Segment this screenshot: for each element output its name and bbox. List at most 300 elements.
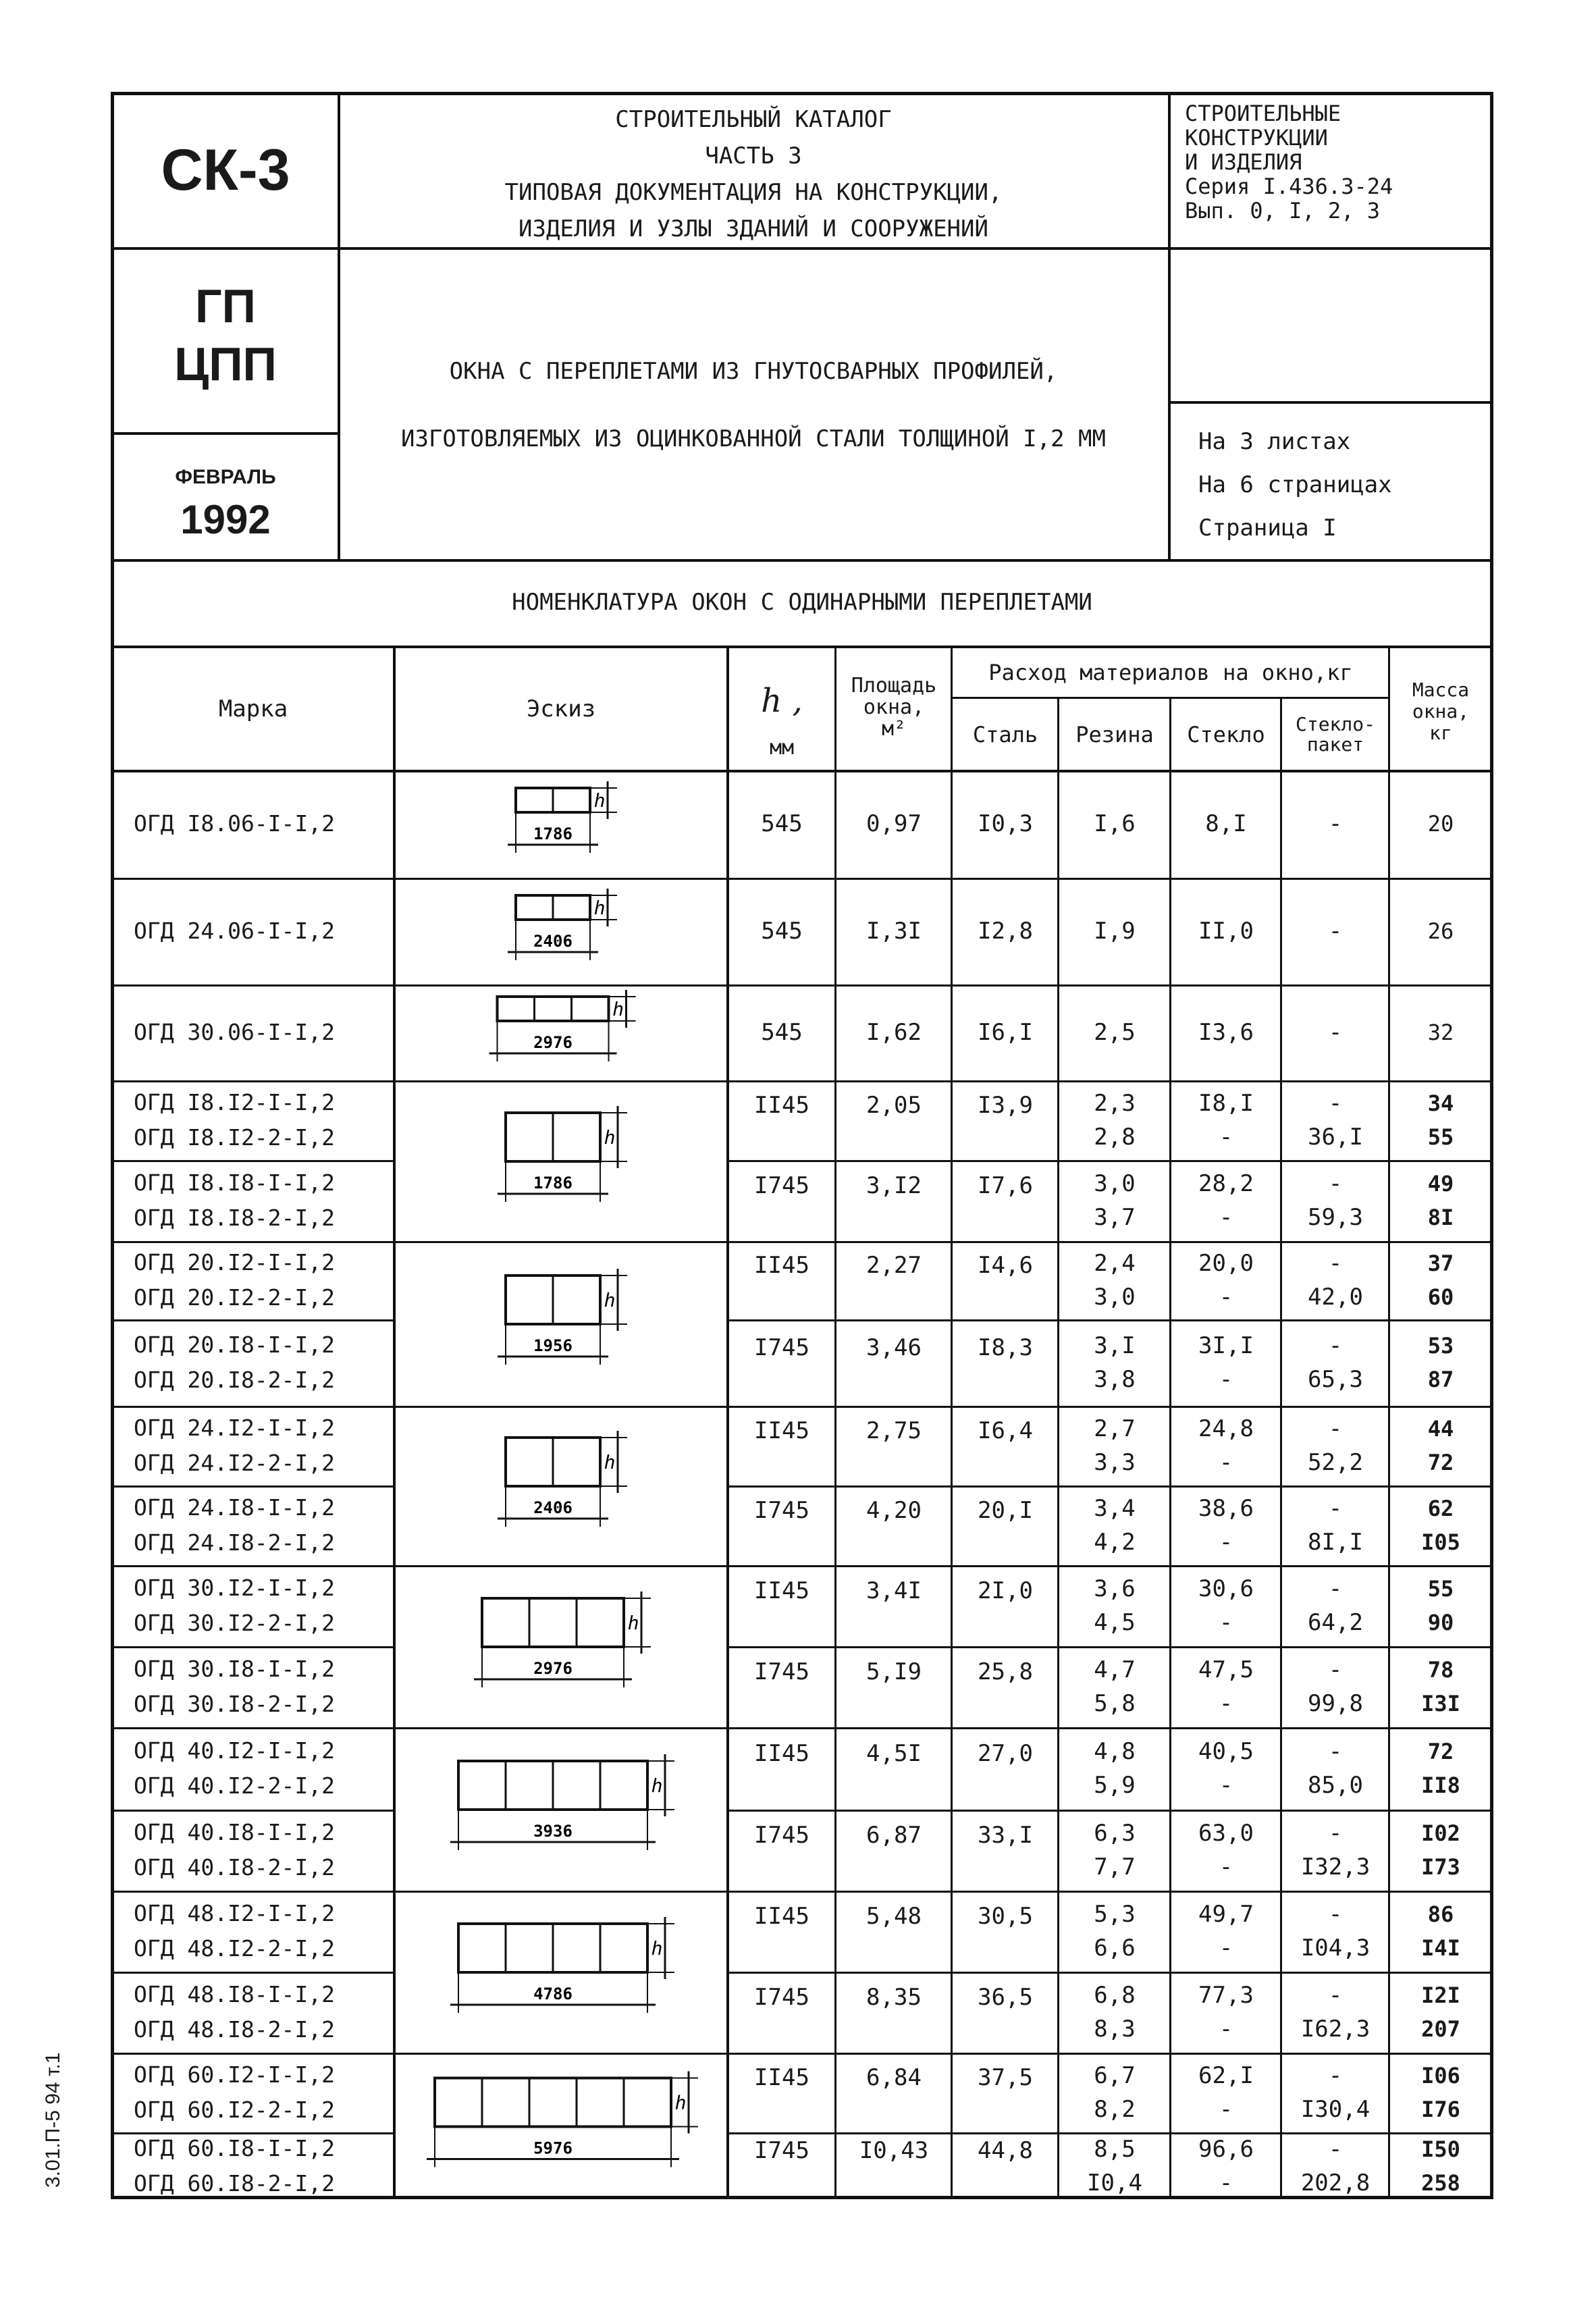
mass-cell-value: 90 [1427, 1610, 1454, 1635]
mass-cell-value: I76 [1421, 2097, 1460, 2122]
glass-pack-cell-value: I04,3 [1300, 1935, 1371, 1962]
glass-pack-cell [1283, 1319, 1388, 1406]
mass-cell-value: I05 [1421, 1529, 1460, 1555]
header-h-unit: мм [769, 736, 795, 760]
steel-cell: 33,I [978, 1821, 1033, 1849]
window-frame [435, 2078, 671, 2127]
rubber-cell-value: 3,I [1094, 1332, 1136, 1359]
divider [111, 559, 1493, 562]
glass-pack-cell-value: - [1328, 1170, 1343, 1197]
height-label: h [593, 789, 606, 812]
window-mark: ОГД 30.I2-I-I,2 [134, 1575, 336, 1601]
window-frame [498, 997, 609, 1021]
glass-pack-cell-value: - [1328, 1575, 1343, 1602]
glass-cell [1172, 1891, 1280, 1972]
mass-cell-value: 55 [1427, 1124, 1454, 1150]
row-line [393, 1727, 728, 1729]
window-mark: ОГД I8.I8-I-I,2 [134, 1169, 336, 1196]
window-mark: ОГД 24.I2-2-I,2 [134, 1450, 336, 1476]
window-mark: ОГД 30.I8-I-I,2 [134, 1656, 336, 1682]
glass-cell [1172, 1406, 1280, 1485]
row-line [393, 1891, 728, 1893]
row-line [111, 1160, 394, 1162]
glass-pack-cell-value: 42,0 [1308, 1284, 1363, 1311]
glass-cell-value: II,0 [1198, 918, 1254, 945]
glass-cell-value: 96,6 [1198, 2135, 1254, 2163]
glass-cell-value: - [1219, 1609, 1233, 1636]
header-mass-line: Масса [1412, 679, 1470, 701]
divider [338, 92, 340, 561]
area-cell: 2,05 [866, 1091, 922, 1119]
glass-pack-cell [1283, 1485, 1388, 1565]
mass-cell [1391, 984, 1491, 1080]
mass-cell-value: 49 [1427, 1171, 1454, 1197]
window-sketch [397, 1083, 721, 1238]
glass-cell [1172, 1160, 1280, 1241]
window-mark: ОГД 40.I2-2-I,2 [134, 1772, 336, 1799]
header-glass-pack-line: пакет [1306, 733, 1364, 756]
header-glass: Стекло [1187, 722, 1265, 747]
mark-cell [134, 1411, 335, 1481]
window-mark: ОГД 30.06-I-I,2 [134, 1019, 336, 1045]
height-label: h [674, 2091, 687, 2114]
h-cell: 545 [761, 1018, 803, 1046]
area-cell: 4,5I [866, 1739, 922, 1767]
window-mark: ОГД 40.I2-I-I,2 [134, 1737, 336, 1764]
mass-cell-value: 258 [1421, 2170, 1460, 2196]
header-area-line: окна, [863, 695, 925, 719]
window-mark: ОГД 20.I2-I-I,2 [134, 1249, 336, 1276]
mass-cell [1391, 1891, 1491, 1972]
rubber-cell-value: 6,8 [1094, 1982, 1136, 2009]
window-mark: ОГД 48.I8-I-I,2 [134, 1981, 336, 2007]
rubber-cell-value: 6,3 [1094, 1820, 1136, 1847]
mass-cell-value: 8I [1427, 1205, 1454, 1230]
glass-cell [1172, 1485, 1280, 1565]
glass-pack-cell-value: - [1328, 1656, 1343, 1683]
glass-pack-cell-value: - [1328, 1495, 1343, 1522]
header-consumption: Расход материалов на окно,кг [988, 660, 1353, 685]
month: ФЕВРАЛЬ [175, 466, 276, 488]
row-line [111, 878, 394, 880]
row-line [111, 1972, 394, 1974]
divider [111, 247, 1493, 250]
mass-cell-value: I50 [1421, 2136, 1460, 2162]
glass-pack-cell [1283, 2053, 1388, 2132]
glass-cell-value: - [1219, 1124, 1233, 1151]
glass-pack-cell-value: - [1328, 1738, 1343, 1765]
glass-pack-cell-value: - [1328, 2062, 1343, 2089]
mass-cell-value: I3I [1421, 1691, 1460, 1716]
mark-cell [134, 1327, 335, 1398]
rubber-cell-value: 3,0 [1094, 1284, 1136, 1311]
rubber-cell-value: I,6 [1094, 810, 1136, 837]
glass-cell-value: 63,0 [1198, 1820, 1254, 1847]
rubber-cell-value: 4,2 [1094, 1529, 1136, 1556]
glass-cell [1172, 1727, 1280, 1810]
header-sketch: Эскиз [526, 695, 596, 722]
window-mark: ОГД 20.I8-I-I,2 [134, 1332, 336, 1358]
glass-pack-cell-value: I62,3 [1300, 2016, 1371, 2043]
width-dimension-label: 3936 [533, 1822, 573, 1841]
h-cell: I745 [754, 1821, 809, 1849]
glass-cell [1172, 984, 1280, 1080]
glass-cell-value: - [1219, 2096, 1233, 2123]
header-glass-pack [1283, 714, 1388, 755]
mass-cell-value: 78 [1427, 1657, 1454, 1683]
window-sketch [397, 1730, 721, 1888]
glass-pack-cell-value: 36,I [1308, 1124, 1363, 1151]
row-line [393, 984, 728, 987]
mark-cell [134, 1571, 335, 1641]
window-mark: ОГД 20.I2-2-I,2 [134, 1284, 336, 1311]
height-label: h [604, 1451, 616, 1473]
rubber-cell [1060, 1406, 1169, 1485]
glass-pack-cell [1283, 1406, 1388, 1485]
column-line [1280, 698, 1282, 2199]
rubber-cell [1060, 1565, 1169, 1646]
row-line [111, 1485, 394, 1488]
glass-cell-value: 3I,I [1198, 1332, 1254, 1359]
mass-cell-value: I06 [1421, 2063, 1460, 2088]
window-mark: ОГД 24.06-I-I,2 [134, 918, 336, 944]
glass-cell [1172, 770, 1280, 878]
mass-cell [1391, 1727, 1491, 1810]
mass-cell-value: 34 [1427, 1090, 1454, 1116]
header-mark: Марка [218, 695, 288, 722]
mass-cell-value: 87 [1427, 1367, 1454, 1392]
rubber-cell [1060, 1080, 1169, 1160]
window-mark: ОГД I8.06-I-I,2 [134, 810, 336, 837]
glass-pack-cell-value: - [1328, 1250, 1343, 1277]
doc-code: СК-3 [161, 138, 290, 203]
rubber-cell-value: 4,5 [1094, 1609, 1136, 1636]
glass-pack-cell-value: - [1328, 810, 1343, 837]
glass-cell-value: - [1219, 1449, 1233, 1476]
glass-cell-value: - [1219, 2016, 1233, 2043]
mass-cell-value: 72 [1427, 1739, 1454, 1764]
pages-count: На 6 страницах [1198, 471, 1392, 498]
glass-pack-cell-value: 64,2 [1308, 1609, 1363, 1636]
rubber-cell-value: 4,8 [1094, 1738, 1136, 1765]
glass-cell [1172, 1565, 1280, 1646]
h-cell: II45 [754, 1251, 809, 1279]
glass-pack-cell-value: 59,3 [1308, 1204, 1363, 1231]
rubber-cell-value: 5,8 [1094, 1690, 1136, 1717]
header-area [837, 675, 951, 740]
glass-cell-value: 28,2 [1198, 1170, 1254, 1197]
glass-pack-cell-value: 99,8 [1308, 1690, 1363, 1717]
mark-cell [134, 806, 335, 841]
rubber-cell-value: 2,8 [1094, 1124, 1136, 1151]
row-line [393, 1406, 728, 1408]
glass-pack-cell-value: - [1328, 1982, 1343, 2009]
steel-cell: I6,I [978, 1018, 1033, 1046]
mark-cell [134, 2057, 335, 2128]
rubber-cell [1060, 2053, 1169, 2132]
rubber-cell-value: 2,4 [1094, 1250, 1136, 1277]
mass-cell [1391, 1319, 1491, 1406]
area-cell: 5,48 [866, 1902, 922, 1930]
rubber-cell-value: 7,7 [1094, 1853, 1136, 1881]
h-cell: I745 [754, 1172, 809, 1199]
catalog-line: ЧАСТЬ 3 [705, 142, 802, 169]
row-line [111, 1810, 394, 1812]
glass-cell-value: - [1219, 1366, 1233, 1393]
mass-cell-value: I4I [1421, 1935, 1460, 1961]
area-cell: 2,27 [866, 1251, 922, 1279]
column-line [1169, 698, 1171, 2199]
glass-pack-cell-value: - [1328, 1820, 1343, 1847]
mark-cell [134, 1490, 335, 1560]
h-cell: II45 [754, 1417, 809, 1444]
window-mark: ОГД 60.I2-2-I,2 [134, 2097, 336, 2123]
area-cell: 0,97 [866, 810, 922, 837]
mark-cell [134, 1165, 335, 1236]
window-sketch [397, 1244, 721, 1403]
width-dimension-label: 4786 [533, 1984, 573, 2003]
mass-cell-value: 72 [1427, 1450, 1454, 1475]
rubber-cell-value: I0,4 [1087, 2169, 1142, 2197]
height-label: h [604, 1289, 616, 1311]
mass-cell-value: 32 [1427, 1020, 1454, 1045]
glass-cell-value: I3,6 [1198, 1019, 1254, 1046]
mass-cell-value: 26 [1427, 918, 1454, 944]
mass-cell-value: I73 [1421, 1854, 1460, 1880]
height-label: h [604, 1126, 616, 1149]
mark-cell [134, 1245, 335, 1315]
window-mark: ОГД 40.I8-I-I,2 [134, 1819, 336, 1845]
glass-cell [1172, 1810, 1280, 1891]
glass-pack-cell [1283, 1727, 1388, 1810]
rubber-cell [1060, 1646, 1169, 1727]
area-cell: 8,35 [866, 1983, 922, 2011]
side-stamp: 3.01.П-5 94 т.1 [42, 2052, 64, 2188]
mass-cell [1391, 2132, 1491, 2199]
header-glass-pack-line: Стекло- [1295, 713, 1375, 735]
row-line [393, 878, 728, 880]
window-mark: ОГД 60.I8-2-I,2 [134, 2170, 336, 2197]
mass-cell-value: 60 [1427, 1284, 1454, 1310]
glass-pack-cell-value: - [1328, 1019, 1343, 1046]
mark-cell [134, 1896, 335, 1966]
height-label: h [627, 1612, 639, 1634]
glass-cell-value: - [1219, 1284, 1233, 1311]
mass-cell-value: II8 [1421, 1772, 1460, 1798]
glass-pack-cell-value: 85,0 [1308, 1772, 1363, 1799]
rubber-cell [1060, 770, 1169, 878]
steel-cell: 44,8 [978, 2137, 1033, 2165]
window-mark: ОГД 60.I8-I-I,2 [134, 2134, 336, 2161]
width-dimension-label: 1786 [533, 824, 573, 843]
glass-cell-value: I8,I [1198, 1090, 1254, 1117]
doc-title-line2: ИЗГОТОВЛЯЕМЫХ ИЗ ОЦИНКОВАННОЙ СТАЛИ ТОЛЩИНОЙ I,2 ММ [401, 425, 1106, 452]
rubber-cell [1060, 1241, 1169, 1319]
rubber-cell-value: 2,5 [1094, 1019, 1136, 1046]
row-line [111, 1891, 394, 1893]
glass-cell [1172, 2053, 1280, 2132]
mass-cell [1391, 1080, 1491, 1160]
glass-pack-cell-value: - [1328, 1415, 1343, 1442]
window-mark: ОГД 48.I2-I-I,2 [134, 1900, 336, 1926]
rubber-cell-value: 4,7 [1094, 1656, 1136, 1683]
steel-cell: 36,5 [978, 1983, 1033, 2011]
area-cell: 6,87 [866, 1821, 922, 1849]
rubber-cell-value: 3,8 [1094, 1366, 1136, 1393]
rubber-cell-value: 8,3 [1094, 2016, 1136, 2043]
glass-pack-cell-value: 8I,I [1308, 1529, 1363, 1556]
h-cell: II45 [754, 1091, 809, 1119]
window-frame [482, 1598, 624, 1647]
width-dimension-label: 5976 [533, 2138, 573, 2158]
catalog-line: СТРОИТЕЛЬНЫЙ КАТАЛОГ [615, 106, 892, 133]
glass-pack-cell [1283, 1080, 1388, 1160]
mass-cell-value: 44 [1427, 1416, 1454, 1442]
h-cell: II45 [754, 2063, 809, 2091]
mass-cell-value: 207 [1421, 2016, 1460, 2042]
width-dimension-label: 2406 [533, 932, 573, 951]
height-label: h [651, 1774, 663, 1797]
window-sketch [397, 987, 721, 1078]
header-mass-line: окна, [1412, 700, 1470, 722]
series-line: СТРОИТЕЛЬНЫЕ [1185, 101, 1341, 126]
h-cell: I745 [754, 1334, 809, 1361]
rubber-cell-value: 3,0 [1094, 1170, 1136, 1197]
mark-cell [134, 1652, 335, 1722]
glass-pack-cell [1283, 1646, 1388, 1727]
area-cell: 3,46 [866, 1334, 922, 1361]
rubber-cell [1060, 1810, 1169, 1891]
area-cell: 2,75 [866, 1417, 922, 1444]
steel-cell: I8,3 [978, 1334, 1033, 1361]
width-dimension-label: 1956 [533, 1336, 573, 1355]
page-number: Страница I [1198, 515, 1337, 542]
glass-pack-cell-value: 65,3 [1308, 1366, 1363, 1393]
glass-pack-cell-value: I30,4 [1300, 2096, 1371, 2123]
glass-cell-value: - [1219, 1772, 1233, 1799]
glass-pack-cell-value: I32,3 [1300, 1853, 1371, 1881]
series-line: И ИЗДЕЛИЯ [1185, 149, 1302, 175]
h-cell: II45 [754, 1739, 809, 1767]
catalog-title [341, 101, 1166, 247]
steel-cell: 25,8 [978, 1658, 1033, 1685]
row-line [111, 984, 394, 987]
glass-pack-cell-value: - [1328, 1090, 1343, 1117]
row-line [111, 1406, 394, 1408]
org-line: ГП [195, 280, 256, 332]
glass-cell-value: 77,3 [1198, 1982, 1254, 2009]
row-line [111, 1727, 394, 1729]
window-mark: ОГД 30.I8-2-I,2 [134, 1691, 336, 1717]
row-line [111, 2053, 394, 2055]
h-cell: I745 [754, 1496, 809, 1524]
series-number: Серия I.436.3-24 [1185, 174, 1393, 199]
glass-cell-value: 8,I [1205, 810, 1247, 837]
rubber-cell-value: 2,3 [1094, 1090, 1136, 1117]
rubber-cell-value: 5,3 [1094, 1901, 1136, 1928]
glass-pack-cell [1283, 1241, 1388, 1319]
steel-cell: 2I,0 [978, 1577, 1033, 1604]
rubber-cell-value: 8,5 [1094, 2135, 1136, 2163]
height-label: h [612, 998, 624, 1020]
row-line [393, 2053, 728, 2055]
header-rubber: Резина [1075, 722, 1154, 747]
width-dimension-label: 1786 [533, 1174, 573, 1192]
glass-pack-cell [1283, 2132, 1388, 2199]
steel-cell: I2,8 [978, 917, 1033, 945]
header-area-line: Площадь [851, 674, 937, 698]
rubber-cell-value: I,9 [1094, 918, 1136, 945]
glass-cell-value: 30,6 [1198, 1575, 1254, 1602]
series-info [1185, 101, 1489, 223]
glass-pack-cell-value: 52,2 [1308, 1449, 1363, 1476]
mass-cell [1391, 2053, 1491, 2132]
window-sketch [397, 1893, 721, 2050]
h-cell: II45 [754, 1577, 809, 1604]
window-mark: ОГД 24.I8-2-I,2 [134, 1529, 336, 1556]
h-cell: I745 [754, 1983, 809, 2011]
row-line [111, 1565, 394, 1567]
divider [951, 697, 1389, 699]
rubber-cell-value: 2,7 [1094, 1415, 1136, 1442]
window-sketch [397, 772, 721, 875]
rubber-cell [1060, 1727, 1169, 1810]
glass-cell-value: - [1219, 1853, 1233, 1881]
glass-pack-cell-value: 202,8 [1300, 2169, 1371, 2197]
mark-cell [134, 1815, 335, 1885]
area-cell: 3,I2 [866, 1172, 922, 1199]
header-area-unit: м² [881, 717, 907, 741]
area-cell: 3,4I [866, 1577, 922, 1604]
steel-cell: I4,6 [978, 1251, 1033, 1279]
glass-pack-cell [1283, 1972, 1388, 2053]
glass-cell [1172, 1972, 1280, 2053]
glass-cell [1172, 2132, 1280, 2199]
rubber-cell-value: 6,6 [1094, 1935, 1136, 1962]
steel-cell: I0,3 [978, 810, 1033, 837]
window-sketch [397, 1409, 721, 1562]
window-mark: ОГД 48.I8-2-I,2 [134, 2016, 336, 2043]
mass-cell-value: 53 [1427, 1333, 1454, 1359]
glass-cell [1172, 1646, 1280, 1727]
mass-cell-value: 37 [1427, 1251, 1454, 1276]
h-cell: 545 [761, 917, 803, 945]
window-mark: ОГД I8.I2-2-I,2 [134, 1124, 336, 1151]
h-cell: II45 [754, 1902, 809, 1930]
rubber-cell-value: 3,6 [1094, 1575, 1136, 1602]
window-sketch [397, 1568, 721, 1725]
section-title: НОМЕНКЛАТУРА ОКОН С ОДИНАРНЫМИ ПЕРЕПЛЕТАМИ [512, 589, 1092, 616]
glass-cell-value: - [1219, 1529, 1233, 1556]
row-line [111, 1646, 394, 1648]
glass-cell-value: - [1219, 1204, 1233, 1231]
glass-cell [1172, 878, 1280, 984]
row-line [111, 1241, 394, 1243]
mass-cell-value: 20 [1427, 811, 1454, 837]
header-h: h , [761, 682, 803, 720]
divider [111, 432, 339, 435]
row-line [393, 1241, 728, 1243]
height-label: h [651, 1937, 663, 1960]
h-cell: I745 [754, 1658, 809, 1685]
header-mass [1391, 679, 1491, 744]
glass-pack-cell [1283, 1891, 1388, 1972]
rubber-cell [1060, 984, 1169, 1080]
window-mark: ОГД 20.I8-2-I,2 [134, 1367, 336, 1393]
year: 1992 [180, 497, 271, 542]
rubber-cell [1060, 878, 1169, 984]
area-cell: I,62 [866, 1018, 922, 1046]
